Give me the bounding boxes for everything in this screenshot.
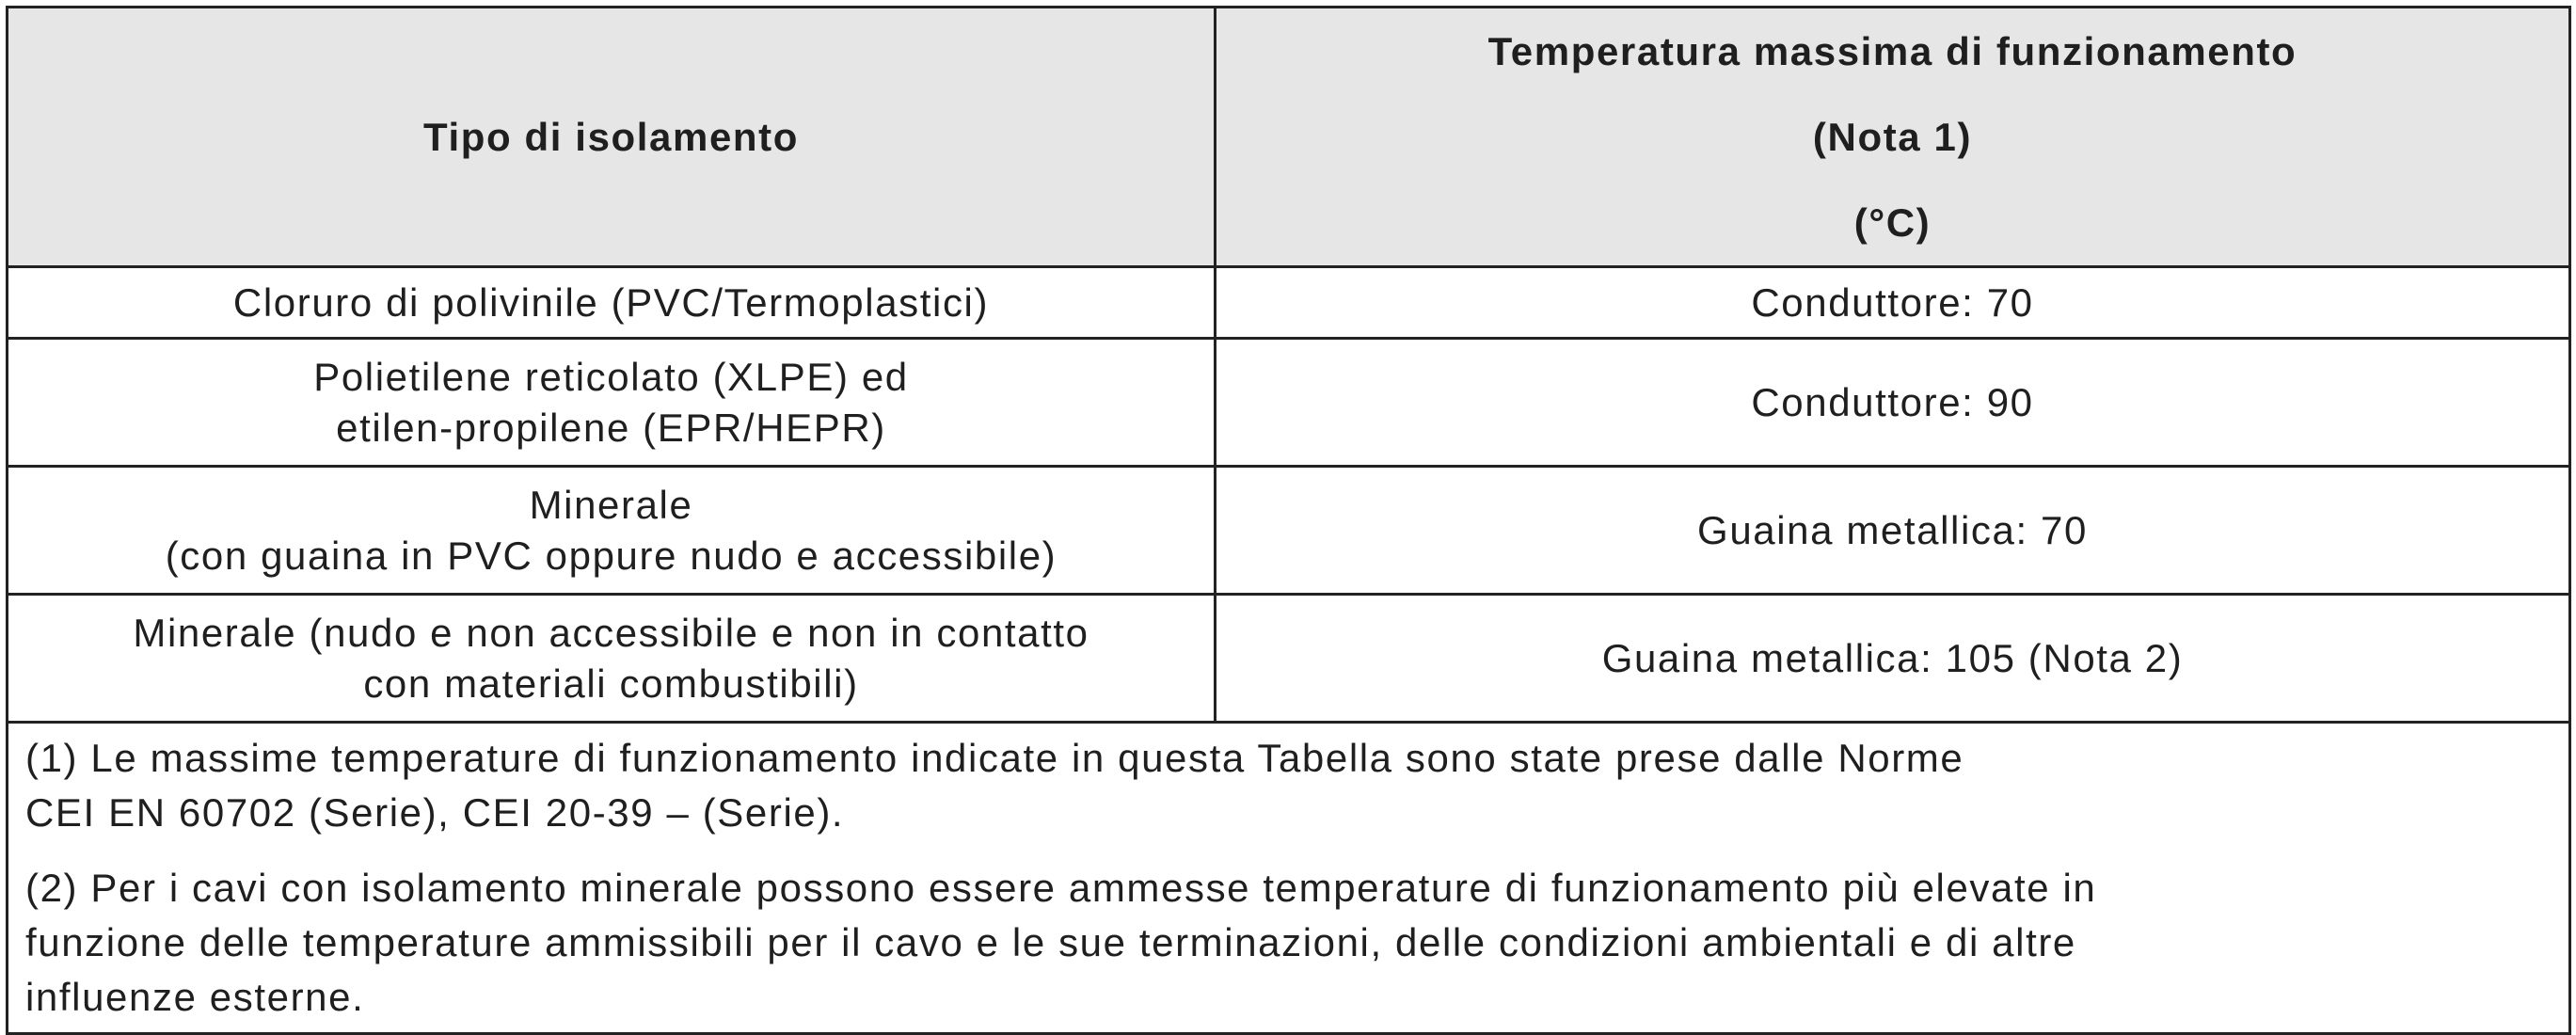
table-notes-row [8, 723, 2570, 1034]
temperature-text: Conduttore: 90 [1751, 379, 2034, 424]
header-insulation-type-label: Tipo di isolamento [422, 114, 800, 159]
temperature-text: Guaina metallica: 70 [1697, 507, 2088, 552]
table-row [8, 339, 2570, 467]
table-header-row [8, 8, 2570, 267]
header-max-temperature-unit: (°C) [1853, 200, 1932, 245]
insulation-type-cell [8, 339, 1216, 467]
note-1 [25, 731, 2552, 840]
temperature-text: Guaina metallica: 105 (Nota 2) [1601, 635, 2184, 680]
insulation-type-text: con materiali combustibili) [363, 661, 859, 706]
note-2-line: funzione delle temperature ammissibili per il cavo e le sue terminazioni, delle condizioni ambientali e di altre [25, 920, 2076, 964]
table-row [8, 267, 2570, 339]
note-2 [25, 861, 2552, 1025]
note-2-line: (2) Per i cavi con isolamento minerale possono essere ammesse temperature di funzionamento più elevate in [25, 866, 2097, 910]
table-row [8, 467, 2570, 595]
header-max-temperature [1216, 8, 2570, 267]
insulation-type-text: Minerale (nudo e non accessibile e non in contatto [133, 610, 1089, 655]
temperature-text: Conduttore: 70 [1751, 279, 2034, 325]
insulation-temperature-table [6, 6, 2571, 1035]
header-max-temperature-title: Temperatura massima di funzionamento [1487, 29, 2298, 73]
temperature-cell [1216, 267, 2570, 339]
insulation-type-text: Polietilene reticolato (XLPE) ed [313, 354, 909, 399]
insulation-type-text: Cloruro di polivinile (PVC/Termoplastici) [232, 279, 990, 325]
insulation-type-cell [8, 267, 1216, 339]
insulation-type-text: (con guaina in PVC oppure nudo e accessibile) [165, 533, 1057, 578]
note-1-line: (1) Le massime temperature di funzionamento indicate in questa Tabella sono state prese dalle Norme [25, 736, 1964, 780]
table-row [8, 595, 2570, 723]
insulation-type-text: Minerale [529, 482, 693, 527]
header-insulation-type [8, 8, 1216, 267]
temperature-cell [1216, 595, 2570, 723]
temperature-cell [1216, 467, 2570, 595]
insulation-temperature-table-container [6, 6, 2568, 1035]
note-1-line: CEI EN 60702 (Serie), CEI 20-39 – (Serie). [25, 790, 845, 835]
header-max-temperature-note: (Nota 1) [1812, 115, 1973, 159]
note-2-line: influenze esterne. [25, 975, 365, 1019]
insulation-type-text: etilen-propilene (EPR/HEPR) [336, 405, 886, 450]
temperature-cell [1216, 339, 2570, 467]
insulation-type-cell [8, 467, 1216, 595]
table-notes [8, 723, 2570, 1034]
insulation-type-cell [8, 595, 1216, 723]
